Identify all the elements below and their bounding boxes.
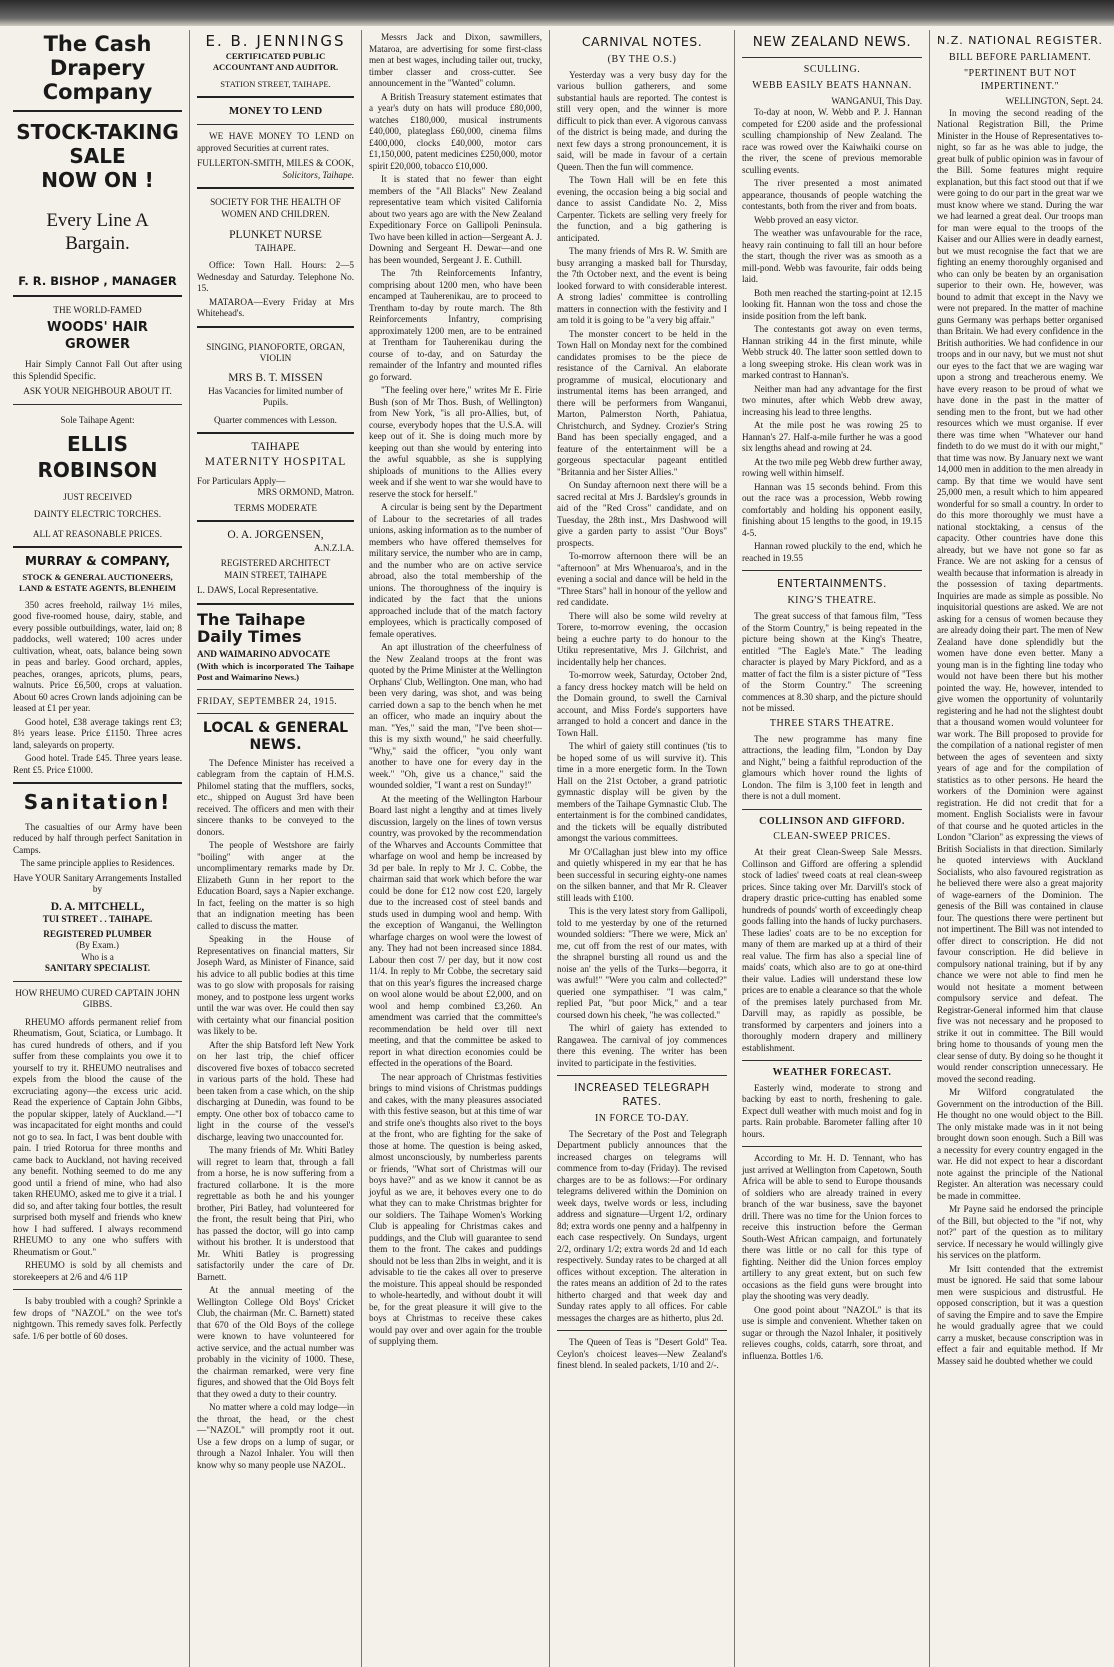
carnival-byline: (BY THE O.S.) — [607, 54, 677, 65]
rheumo-code: 11P — [113, 1271, 128, 1282]
news-paragraph: One good point about "NAZOL" is that its use is simple and convenient. Whether taken on sugar or through the Nazol Inhaler, it positively relieves coughs, colds, catarrh, sore throat, and influenza. Bottles 1/6. — [742, 1304, 922, 1361]
rheumo-price-text: RHEUMO is sold by all chemists and storekeepers at 2/6 and 4/6 — [13, 1260, 182, 1282]
news-paragraph: An apt illustration of the cheerfulness of the New Zealand troops at the front was quoted by the Prime Minister at the Wellington Orphans' Club, Wellington. One man, who had been very daring, was shot, and was being carried down a sap to the bench when he met an officer, who made an inquiry about the man. "Yes," said the man, "I've been shot—this is my sixth wound," he said cheerfully. "Why," said the officer, "you only want another to have one for every day in the week." "Oh, give us a chance," said the wounded soldier, "I want a rest on Sunday!" — [369, 642, 542, 790]
world-famed: THE WORLD-FAMED — [53, 304, 142, 315]
rheumo-price — [13, 1260, 182, 1283]
divider — [197, 187, 354, 189]
news-paragraph: Mr Payne said he endorsed the principle of the Bill, but objected to the "if not, why not?" part of the question as to military service. If necessary he would willingly give his services on the platform. — [937, 1204, 1103, 1261]
divider — [197, 689, 354, 690]
dateline: WANGANUI, This Day. — [831, 95, 922, 106]
page-top-band — [0, 0, 1114, 26]
divider — [742, 1146, 922, 1147]
murray-listing-3: Good hotel. Trade £45. Three years lease. Rent £5. Price £1000. — [13, 753, 182, 775]
sale-heading: SALE — [69, 144, 126, 169]
three-stars-heading: THREE STARS THEATRE. — [769, 717, 895, 729]
ellis-robinson: ELLIS ROBINSON — [37, 432, 158, 483]
news-paragraph: Messrs Jack and Dixon, sawmillers, Mataroa, are advertising for some first-class men at best wages, including tailer out, trucky, timber classer and cross-cutter. See announcement in the "Wanted" column. — [369, 32, 542, 88]
electric-torches: DAINTY ELECTRIC TORCHES. — [33, 509, 162, 520]
news-paragraph: The great success of that famous film, "Tess of the Storm Country," is being repeated in the picture being shown at the King's Theatre, entitled "The Eagle's Mate." The leading character is played by Mary Pickford, and as a matter of fact the film is a sister picture of "Tess of the Storm Country." The screening commences at 8.30 sharp, and the picture should not be missed. — [742, 611, 922, 714]
column-2 — [190, 30, 362, 1667]
divider — [197, 124, 354, 125]
divider — [557, 1075, 727, 1076]
main-street: MAIN STREET, TAIHAPE — [224, 569, 327, 580]
divider — [13, 546, 182, 548]
quarter-commences: Quarter commences with Lesson. — [214, 414, 337, 425]
news-paragraph: According to Mr. H. D. Tennant, who has just arrived at Wellington from Capetown, South Africa will be able to send to Europe thousands of soldiers who are already trained in every branch of the war business, save the bayonet drill. There was no time for the Union forces to receive this instruction before the German South-West African campaign, and fortunately there was little or no call for this type of fighting. Neither did the Union forces employ artillery to any great extent, but on such few occasions as the field guns were brought into play the shooting was very deadly. — [742, 1153, 922, 1302]
news-paragraph: Hannan was 15 seconds behind. From this out the race was a procession, Webb rowing comfortably and holding his opponent easily, finishing about 15 lengths to the good, in 19.15 4-5. — [742, 481, 922, 538]
weather-heading: WEATHER FORECAST. — [772, 1067, 892, 1079]
divider — [557, 1330, 727, 1331]
webb-heading: WEBB EASILY BEATS HANNAN. — [752, 80, 912, 92]
woods-hair-grower: WOODS' HAIR GROWER — [47, 320, 148, 352]
carnival-notes-heading: CARNIVAL NOTES. — [581, 34, 703, 49]
column-3 — [362, 30, 550, 1667]
plunket-town: TAIHAPE. — [255, 242, 296, 253]
dateline: WELLINGTON, Sept. 24. — [1005, 96, 1103, 107]
news-paragraph: There will also be some wild revelry at Torere, to-morrow evening, the occasion being a euchre party to do honour to the Utiku representative, Mrs J. Gilchrist, and incidentally help her chances. — [557, 610, 727, 667]
by-exam: (By Exam.) — [76, 940, 119, 951]
news-paragraph: Mr Wilford congratulated the Government on the introduction of the Bill. He thought no one would object to the Bill. The only mistake made was in it not being brought down soon enough. Such a Bill was a necessity for every country engaged in the war. He did not expect to hear a discordant note against the principle of the National Register. An alteration was necessary could be made in committee. — [937, 1087, 1103, 1201]
news-paragraph: To-day at noon, W. Webb and P. J. Hannan competed for £200 aside and the professional sculling championship of New Zealand. The race was rowed over the Kaiwhaiki course on the river, the scene of previous memorable sculling events. — [742, 107, 922, 175]
news-paragraph: At the annual meeting of the Wellington College Old Boys' Cricket Club, the chairman (Mr. C. Barnett) stated that 670 of the Old Boys of the college were known to have volunteered for active service, and the actual number was probably in the vicinity of 1000. These, the chairman remarked, were very fine figures, and showed that the Old Boys felt that they owed a duty to their country. — [197, 1285, 354, 1399]
pertinent-heading: "PERTINENT BUT NOT IMPERTINENT." — [963, 67, 1077, 92]
news-paragraph: No matter where a cold may lodge—in the throat, the head, or the chest—"NAZOL" will promptly root it out. Use a few drops on a lump of sugar, or through a Nazol Inhaler. You will then know why so many people use NAZOL. — [197, 1402, 354, 1470]
news-paragraph: Mr Isitt contended that the extremist must be ignored. He said that some labour men were suspicious and distrustful. He opposed conscription, but it was a question of saving the Empire and to save the Empire he would gradually agree that we could carry a musket, because conscription was in effect a fair and equitable method. If Mr Massey said he doubted whether we could — [937, 1263, 1103, 1366]
nz-news-heading: NEW ZEALAND NEWS. — [752, 34, 912, 50]
news-paragraph: At the mile post he was rowing 25 to Hannan's 27. Half-a-mile further he was a good six lengths ahead and rowing at 24. — [742, 420, 922, 454]
who-is-a: Who is a — [81, 951, 114, 962]
news-paragraph: Yesterday was a very busy day for the various bullion gatherers, and some substantial hauls are reported. The contest is still very open, and the winner is more difficult to pick than ever. A vigorous canvass of the district is being made, and during the next few days a strong pronouncement, it is said, will be made in favour of a certain Queen. Then the fun will commence. — [557, 69, 727, 172]
news-paragraph: A circular is being sent by the Department of Labour to the secretaries of all trades unions, asking information as to the number of members who have offered themselves for military service, the number who are in camp, and the number who are on active service abroad, also the total membership of the unions. The thoroughness of the inquiry is indicated by the fact that the unions approached include that of the match factory employees, which is practically composed of female operatives. — [369, 502, 542, 639]
murray-listing-1: 350 acres freehold, railway 1½ miles, good five-roomed house, dairy, stable, and every possible outbuildings, water, laid on; 8 paddocks, well watered; 100 acres under cultivation, wheat, oats, balance being sown in peas and barley. Good orchard, apples, peaches, oranges, apricots, plums, pears, walnuts. Price £6,500, crops at valuation. About 60 acres Crown lands adjoining can be leased at £1 per year. — [13, 599, 182, 714]
jennings-name: E. B. JENNINGS — [205, 32, 346, 50]
news-paragraph: At the meeting of the Wellington Harbour Board last night a lengthy and at times lively discussion, largely on the lines of town versus country, was provoked by the recommendation of the Wharves and Accounts Committee that wharfage on wool and hemp be increased by 3d per bale. In reply to Mr J. C. Cobbe, the chairman said that work which before the war could be done for £12 now cost £20, largely due to the increased cost of steel bands and studs used in dumping wool and hemp. With the exception of Wanganui, the Wellington wharfage charges on wool were the lowest of any. They had not been increased since 1884. Labour then cost 7/ per day, but it now cost 11/4. In reply to Mr Cobbe, the secretary said that on this year's figures the increased charge on wool alone would be about £2,000, and on wool and hemp combined £3,260. An amendment was carried that the committee's recommendation be held over till next meeting, and that the committee be asked to report in what direction economies could be effected in the operations of the Board. — [369, 793, 542, 1068]
news-paragraph: The Secretary of the Post and Telegraph Department publicly announces that the increased charges on telegrams will commence from to-day (Friday). The revised charges are to be as follows:—For ordinary telegrams delivered within the Dominion on week days, twelve words or less, including address and signature—Urgent 1/2, ordinary 8d; extra words one penny and a halfpenny in each case respectively. On Sundays, urgent 2/2, ordinary 1/2; extra words 2d and 1d each respectively. Sunday rates to be charged at all offices without exception. The alteration in the rates means an addition of 2d to the rates hitherto charged and that week day and Sunday rates apply to all offices. For cable messages the charges are as hitherto, plus 2d. — [557, 1128, 727, 1323]
news-paragraph: After the ship Batsford left New York on her last trip, the chief officer discovered five boxes of tobacco secreted in various parts of the hold. These had been taken from a case which, on the ship discharging at Dunedin, was found to be empty. One other box of tobacco came to light in the course of the vessel's discharge, leaving two unaccounted for. — [197, 1039, 354, 1142]
plunket-mataroa: MATAROA—Every Friday at Mrs Whitehead's. — [197, 296, 354, 319]
terms-moderate: TERMS MODERATE — [234, 502, 317, 513]
sanitation-text-1: The casualties of our Army have been reduced by half through perfect Sanitation in Camps. — [13, 821, 182, 855]
jennings-subtitle: CERTIFICATED PUBLIC ACCOUNTANT AND AUDITOR. — [212, 51, 339, 73]
newspaper-page — [0, 26, 1114, 1667]
mitchell-name: D. A. MITCHELL, — [50, 900, 145, 913]
local-general-heading: LOCAL & GENERAL NEWS. — [202, 720, 349, 753]
divider — [13, 782, 182, 784]
registered-plumber: REGISTERED PLUMBER — [43, 928, 152, 939]
news-paragraph: "The feeling over here," writes Mr E. Firie Bush (son of Mr Thos. Bush, of Wellington) from New York, "is all pro-Allies, but, of course, everybody hopes that the U.S.A. will keep out of it. She is doing much more by keeping out than she would by entering into the awful squabble, as she is supplying shiploads of munitions to the Allies every week and if she went to war she would have to reserve the stock for herself." — [369, 385, 542, 499]
news-paragraph: On Sunday afternoon next there will be a sacred recital at Mrs J. Bardsley's grounds in aid of the "Red Cross" candidate, and on Tuesday, the 28th inst., Mrs Dashwood will give a garden party to assist "Our Boys" prospects. — [557, 480, 727, 548]
news-paragraph: The whirl of gaiety still continues ('tis to be hoped some of us will survive it). This time in a more energetic form. In the Town Hall on the 21st October, a grand patriotic gymnastic display will be given by the members of the Taihape Gymnastic Club. The entertainment is for the combined candidates, and the tickets will be equally distributed amongst the various committees. — [557, 741, 727, 844]
telegraph-heading: INCREASED TELEGRAPH RATES. — [574, 1082, 710, 1108]
news-paragraph: Speaking in the House of Representatives on financial matters, Sir Joseph Ward, as Minister of Finance, said his advice to all public bodies at this time was to go slow with proposals for raising money, and to postpone less urgent works until the war was over. He could then say with certainty what our financial position was likely to be. — [197, 934, 354, 1037]
fullerton-smith: FULLERTON-SMITH, MILES & COOK, — [197, 158, 354, 169]
sanitary-specialist: SANITARY SPECIALIST. — [44, 963, 151, 974]
plunket-office: Office: Town Hall. Hours: 2—5 Wednesday and Saturday. Telephone No. 15. — [197, 260, 354, 294]
sanitation-text-3: Have YOUR Sanitary Arrangements Installed by — [13, 872, 182, 895]
tui-street: TUI STREET . . TAIHAPE. — [42, 914, 153, 925]
masthead-subtitle: AND WAIMARINO ADVOCATE — [197, 649, 331, 660]
plunket-nurse: PLUNKET NURSE — [229, 229, 322, 242]
sanitation-text-2: The same principle applies to Residences. — [20, 858, 175, 869]
news-paragraph: It is stated that no fewer than eight members of the "All Blacks" New Zealand representative team which visited California about two years ago are with the New Zealand Expeditionary Force on Gallipoli Peninsula. Two have been killed in action—Sergeant A. J. Downing and Sergeant H. Dewar—and one has been wounded, Sergeant J. E. Cuthill. — [369, 174, 542, 265]
missen-vacancies: Has Vacancies for limited number of Pupils. — [208, 385, 343, 408]
singing-pianoforte: SINGING, PIANOFORTE, ORGAN, VIOLIN — [206, 341, 345, 364]
nazol-baby-ad: Is baby troubled with a cough? Sprinkle a few drops of "NAZOL" on the wee tot's nightgown. This remedy saves folk. Perfectly safe. 1/6 per bottle of 60 doses. — [13, 1296, 182, 1341]
issue-date: FRIDAY, SEPTEMBER 24, 1915. — [197, 695, 338, 706]
news-paragraph: Webb proved an easy victor. — [754, 214, 859, 225]
mrs-missen: MRS B. T. MISSEN — [228, 371, 323, 384]
news-paragraph: This is the very latest story from Gallipoli, told to me yesterday by one of the returned wounded soldiers: "There we were, Mick an' me, cut off from the rest of our mates, with the shrapnel bursting all round us and the noise an' the yells of the Turks—begorra, it was awful!" "Were you calm and collected?" queried one sympathiser. "I was calm," replied Pat, "but poor Mick," and a tear coursed down his cheek, "he was collected." — [557, 906, 727, 1020]
news-paragraph: In moving the second reading of the National Registration Bill, the Prime Minister in the House of Representatives to-night, so far as he was able to judge, the great bulk of public opinion was in favour of the Bill. Some features might require explanation, but this fact stood out that if we were going to do our part in the great war we must know where we stand. During the war we had learned a great deal. Our troops man for man were equal to the troops of the Kaiser and our Allies were in deadly earnest, but we must recognise the fact that we are fighting an enemy thoroughly organised and who can only be beaten by an organisation superior to their own. He, however, was bound to admit that except in the Navy we were not prepared. In the matter of machine guns Germany was perhaps better organised than Britain. We had every confidence in the British authorities. We had confidence in our troops and in our navy, but we must not shut our eyes to the fact that we are waging war upon a strong and treacherous enemy. We have every reason to be proud of what we have done in the past in the matter of sending men to the front, but we had other resources which we must organise. If ever there was time when "Whatever our hand findeth to do we must do it with our might," that time was now. By January next we want 14,000 men in addition to the men already in camp. By that time we would have sent 25,000 men, a result which to him appeared wonderful for so small a country. In order to do this more thoroughly we must have a national stocktaking, a census of the capacity. Other countries have done this already, but we have not gone so far as France. We are not asking for a census of wealth because that information is already in the possession of taxing departments. Inquiries are made as simple as possible. No inquisitorial questions are asked. We are not asking for a census of women because they are already doing their part. The men of New Zealand have done splendidly but the women have done even better. Many a young man is in the fighting line today who would not have been there but his mother pointed the way. He, however, intended to give women the opportunity of voluntarily registering and he had not the slightest doubt that a thousand women would volunteer for war work. The Bill proposed to provide for the compilation of a national register of men between the ages of seventeen and sixty years of age and for the compilation of statistics as to other persons. He heard the workers of the Dominion were against registration. He did not credit that for a moment. English Socialists were in favour of that course and he quoted articles in the London "Clarion" as expressing the views of British Socialists in that direction. Similarly he quoted interviews with Auckland Socialists, who also favoured registration as he believed there were also a great majority of wage-earners of the Dominion. The genesis of the Bill was contained in clause four. The questions there were pertinent but not impertinent. The Bill was not intended to offer direct to conscription. He did not favour conscription. He did believe in compulsory national training, but if by any chance we were not able to find men he would not hesitate a moment between compulsory service and defeat. The Registrar-General informed him that clause five was not necessary and he proposed to strike it out in committee. The Bill would bring home to thousands of young men the clear sense of duty. By doing so he thought it would render conscription unnecessary. He moved the second reading. — [937, 107, 1103, 1084]
rheumo-heading: HOW RHEUMO CURED CAPTAIN JOHN GIBBS. — [15, 987, 180, 1010]
news-paragraph: To-morrow week, Saturday, October 2nd, a fancy dress hockey match will be held on the Domain ground, to swell the Carnival account, and Miss Forde's supporters have arranged to hold a concert and dance in the Town Hall. — [557, 670, 727, 738]
masthead-title: The Taihape Daily Times — [197, 609, 306, 647]
tea-advert: The Queen of Teas is "Desert Gold" Tea. Ceylon's choicest leaves—New Zealand's finest blend. In sealed packets, 1/10 and 2/-. — [557, 1337, 727, 1371]
divider — [197, 713, 354, 714]
news-paragraph: The Defence Minister has received a cablegram from the captain of H.M.S. Philomel stating that the mufflers, socks, etc., shipped on August 3rd have been received. The officers and men with their sincere thanks to be conveyed to the donors. — [197, 757, 354, 837]
daws-representative: L. DAWS, Local Representative. — [197, 585, 319, 596]
murray-subtitle: STOCK & GENERAL AUCTIONEERS, LAND & ESTATE AGENTS, BLENHEIM — [18, 571, 177, 593]
just-received: JUST RECEIVED — [63, 491, 132, 502]
sculling-heading: SCULLING. — [803, 64, 861, 76]
stock-taking-heading: STOCK-TAKING — [16, 120, 179, 145]
divider — [13, 110, 182, 112]
particulars-apply: For Particulars Apply— — [197, 475, 286, 486]
column-1 — [6, 30, 190, 1667]
divider — [13, 981, 182, 982]
registered-architect: REGISTERED ARCHITECT — [220, 558, 331, 569]
now-on-heading: NOW ON ! — [41, 168, 154, 193]
news-paragraph: The whirl of gaiety has extended to Rangawea. The carnival of joy commences there this evening. The writer has been invited to participate in the festivities. — [557, 1023, 727, 1068]
divider — [742, 809, 922, 810]
collinson-heading: COLLINSON AND GIFFORD. — [759, 815, 905, 827]
news-paragraph: The people of Westshore are fairly "boiling" with anger at the uncomplimentary remarks made by Dr. Elizabeth Gunn in her report to the Education Board, says a Napier exchange. In fact, feeling on the matter is so high that an indignation meeting has been called to discuss the matter. — [197, 840, 354, 931]
murray-listing-2: Good hotel, £38 average takings rent £3; 8½ years lease. Price £1150. Three acres land, saleyards on property. — [13, 716, 182, 750]
news-paragraph: The weather was unfavourable for the race, heavy rain continuing to fall till an hour before the start, though the river was as smooth as a mill-pond. Webb was favourite, fair odds being laid. — [742, 228, 922, 285]
sole-agent-label: Sole Taihape Agent: — [60, 414, 135, 425]
news-paragraph: Neither man had any advantage for the first two minutes, after which Webb drew away, increasing his lead to three lengths. — [742, 383, 922, 417]
news-paragraph: The 7th Reinforcements Infantry, comprising about 1200 men, who have been encamped at Tauherenikau, are to proceed to Trentham to-day by route march. The 8th Reinforcements Infantry, comprising approximately 1200 men, are to be entrained at Trentham for Tauherenikau during the course of to-day, and on Saturday the remainder of the Infantry and mounted rifles go forward. — [369, 268, 542, 382]
murray-company: MURRAY & COMPANY, — [24, 554, 171, 569]
mrs-ormond: MRS ORMOND, Matron. — [257, 487, 354, 498]
every-line-bargain: Every Line A Bargain. — [46, 210, 149, 255]
society-health: SOCIETY FOR THE HEALTH OF WOMEN AND CHILDREN. — [210, 197, 341, 219]
news-paragraph: Mr O'Callaghan just blew into my office and quietly whispered in my ear that he has been successful in securing eighty-one names on the silken banner, and that Mr R. Cleaver still leads with £100. — [557, 846, 727, 903]
bill-heading: BILL BEFORE PARLIAMENT. — [949, 52, 1091, 64]
news-paragraph: A British Treasury statement estimates that a year's duty on hats will produce £80,000, watches £180,000, musical instruments £40,000, plateglass £60,000, cinema films £400,000, clocks £40,000, motor cars £1,150,000, patent medicines £250,000, motor spirit £20,000, tobacco £10,000. — [369, 91, 542, 171]
column-4 — [550, 30, 735, 1667]
news-paragraph: The Town Hall will be en fete this evening, the occasion being a big social and dance to assist Candidate No. 2, Miss Carpenter. Tickets are selling very freely for the function, and a big gathering is anticipated. — [557, 175, 727, 243]
register-heading: N.Z. NATIONAL REGISTER. — [937, 34, 1103, 47]
taihape-label: TAIHAPE — [251, 441, 300, 454]
news-paragraph: Hannan rowed pluckily to the end, which he reached in 19.55 — [742, 541, 922, 563]
telegraph-subheading: IN FORCE TO-DAY. — [594, 1113, 690, 1125]
news-paragraph: The contestants got away on even terms, Hannan striking 44 in the first minute, while Webb struck 40. The latter soon settled down to a long sweeping stroke. His clean work was in marked contrast to Hannan's. — [742, 324, 922, 381]
money-to-lend: MONEY TO LEND — [228, 105, 323, 118]
divider — [13, 1289, 182, 1290]
news-paragraph: At their great Clean-Sweep Sale Messrs. Collinson and Gifford are offering a splendid stock of ladies' tweed coats at real clean-sweep prices. Since taking over Mr. Darvill's stock of drapery drastic price-cutting has enabled some hundreds of pounds' worth of exceedingly cheap goods falling into the hands of lucky purchasers. These ladies' coats are to be no exception for many of them are marked up at a third of their real value. The firm has also a special line of maids' coats, which also are to go at one-third their value. Ladies will understand these low prices are to enable a clearance so that the whole of the premises lately purchased from Mr. Darvill may, as rapidly as possible, be transformed by carpenters and joiners into a thoroughly modern drapery and millinery establishment. — [742, 847, 922, 1053]
news-paragraph: The new programme has many fine attractions, the leading film, "London by Day and Night," being a faithful reproduction of the glamours which hover round the lights of London. The film is 3,100 feet in length and there is not a dull moment. — [742, 733, 922, 802]
divider — [13, 295, 182, 297]
divider — [197, 603, 354, 605]
masthead-incorporated: (With which is incorporated The Taihape Post and Waimarino News.) — [197, 660, 354, 682]
woods-text: Hair Simply Cannot Fall Out after using this Splendid Specific. — [13, 359, 182, 381]
news-paragraph: The river presented a most animated appearance, thousands of people watching the contestants, both from the river and from boats. — [742, 178, 922, 212]
kings-theatre-heading: KING'S THEATRE. — [787, 595, 877, 607]
news-paragraph: At the two mile peg Webb drew further away, rowing well within himself. — [742, 456, 922, 479]
cash-drapery-title: The Cash Drapery Company — [42, 32, 153, 105]
news-paragraph: The many friends of Mrs R. W. Smith are busy arranging a masked ball for Thursday, the 7th October next, and the event is being looked forward to with considerable interest. A strong ladies' committee is controlling matters in connection with the festivity and I am told it is going to be "a very big affair." — [557, 246, 727, 326]
anzia: A.N.Z.I.A. — [313, 542, 354, 553]
clean-sweep-heading: CLEAN-SWEEP PRICES. — [773, 831, 891, 843]
sanitation-heading: Sanitation! — [23, 790, 172, 815]
divider — [742, 1060, 922, 1061]
money-text: WE HAVE MONEY TO LEND on approved Securities at current rates. — [197, 131, 354, 153]
column-6 — [930, 30, 1110, 1667]
news-paragraph: Both men reached the starting-point at 12.15 looking fit. Hannan won the toss and chose the inside position from the left bank. — [742, 287, 922, 321]
divider — [197, 96, 354, 98]
divider — [13, 404, 182, 405]
news-paragraph: Easterly wind, moderate to strong and backing by east to north, freshening to gale. Expect dull weather with much moist and fog in parts. Rain probable. Barometer falling after 10 hours. — [742, 1082, 922, 1139]
divider — [742, 570, 922, 571]
column-5 — [735, 30, 930, 1667]
reasonable-prices: ALL AT REASONABLE PRICES. — [32, 528, 163, 539]
news-paragraph: The near approach of Christmas festivities brings to mind visions of Christmas puddings and cakes, with the many pleasures associated with this festive season, but at this time of war and strife one's thoughts also rivet to the boys at the front, who are fighting for the sake of those at home. The question is being asked, almost unconsciously, by numberless parents or friends, "What sort of Christmas will our boys have?" and as we know it cannot be as joyful as we are, it behoves every one to do what they can to make Christmas brighter for our soldiers. The Taihape Women's Working Club is appealing for Christmas cakes and puddings, and the Club will guarantee to send them to the front. The cakes and puddings should not be less than 2lbs in weight, and it is advisable to tie the cakes all over to preserve the moisture. This appeal should be responded to whole-heartedly, and without doubt it will be, for the great pleasure it will give to the boys at Christmas to receive these cakes would pay over and over again for the trouble of supplying them. — [369, 1071, 542, 1346]
divider — [197, 432, 354, 434]
manager-line: F. R. BISHOP , MANAGER — [18, 274, 177, 289]
divider — [742, 57, 922, 58]
maternity-hospital: MATERNITY HOSPITAL — [204, 455, 347, 468]
solicitors: Solicitors, Taihape. — [282, 169, 354, 180]
entertainments-heading: ENTERTAINMENTS. — [777, 577, 887, 591]
jorgensen-name: O. A. JORGENSEN, — [227, 529, 324, 542]
divider — [197, 520, 354, 522]
news-paragraph: The monster concert to be held in the Town Hall on Monday next for the combined candidates promises to be the piece de resistance of the Carnival. An elaborate programme of musical, elocutionary and instrumental items has been arranged, and there will be performers from Wanganui, Marton, Palmerston North, Pahiatua, Christchurch, and Sydney. Crozier's String Band has been specially engaged, and a feature of the entertainment will be a gorgeous spectacular pageant entitled "Britannia and her Sister Allies." — [557, 328, 727, 477]
jennings-address: STATION STREET, TAIHAPE. — [220, 79, 331, 90]
divider — [197, 326, 354, 328]
news-paragraph: The many friends of Mr. Whiti Batley will regret to learn that, through a fall from a horse, he is now suffering from a fractured collarbone. It is the more regrettable as both he and his younger brother, Piri Batley, had volunteered for the front, the result being that Piri, who has passed the doctor, will go into camp without his brother. It is understood that Mr. Whiti Batley is progressing satisfactorily under the care of Dr. Barnett. — [197, 1145, 354, 1282]
woods-ask: ASK YOUR NEIGHBOUR ABOUT IT. — [23, 386, 172, 397]
rheumo-text: RHEUMO affords permanent relief from Rheumatism, Gout, Sciatica, or Lumbago. It has cured hundreds of others, and if you suffer from these complaints you owe it to yourself to try it. RHEUMO neutralises and expels from the blood the cause of the excruciating agony—the excess uric acid. Read the experience of Captain John Gibbs, the popular skipper, lately of Auckland.—"I was incapacitated for eight months and could not go to sea. In fact, I was bent double with pain. I tried Rotorua for three months and came back to Auckland, not having received any benefit. Nothing seemed to do me any good until a friend of mine, who had also taken RHEUMO, asked me to give it a trial. I did so, and after taking four bottles, the result surprised both myself and friends who knew how I had suffered. I always recommend RHEUMO to any one who suffers with Rheumatism or Gout." — [13, 1016, 182, 1257]
news-paragraph: To-morrow afternoon there will be an "afternoon" at Mrs Whenuaroa's, and in the evening a social and dance will be held in the "Three Stars" hall in honour of the yellow and red candidate. — [557, 551, 727, 608]
